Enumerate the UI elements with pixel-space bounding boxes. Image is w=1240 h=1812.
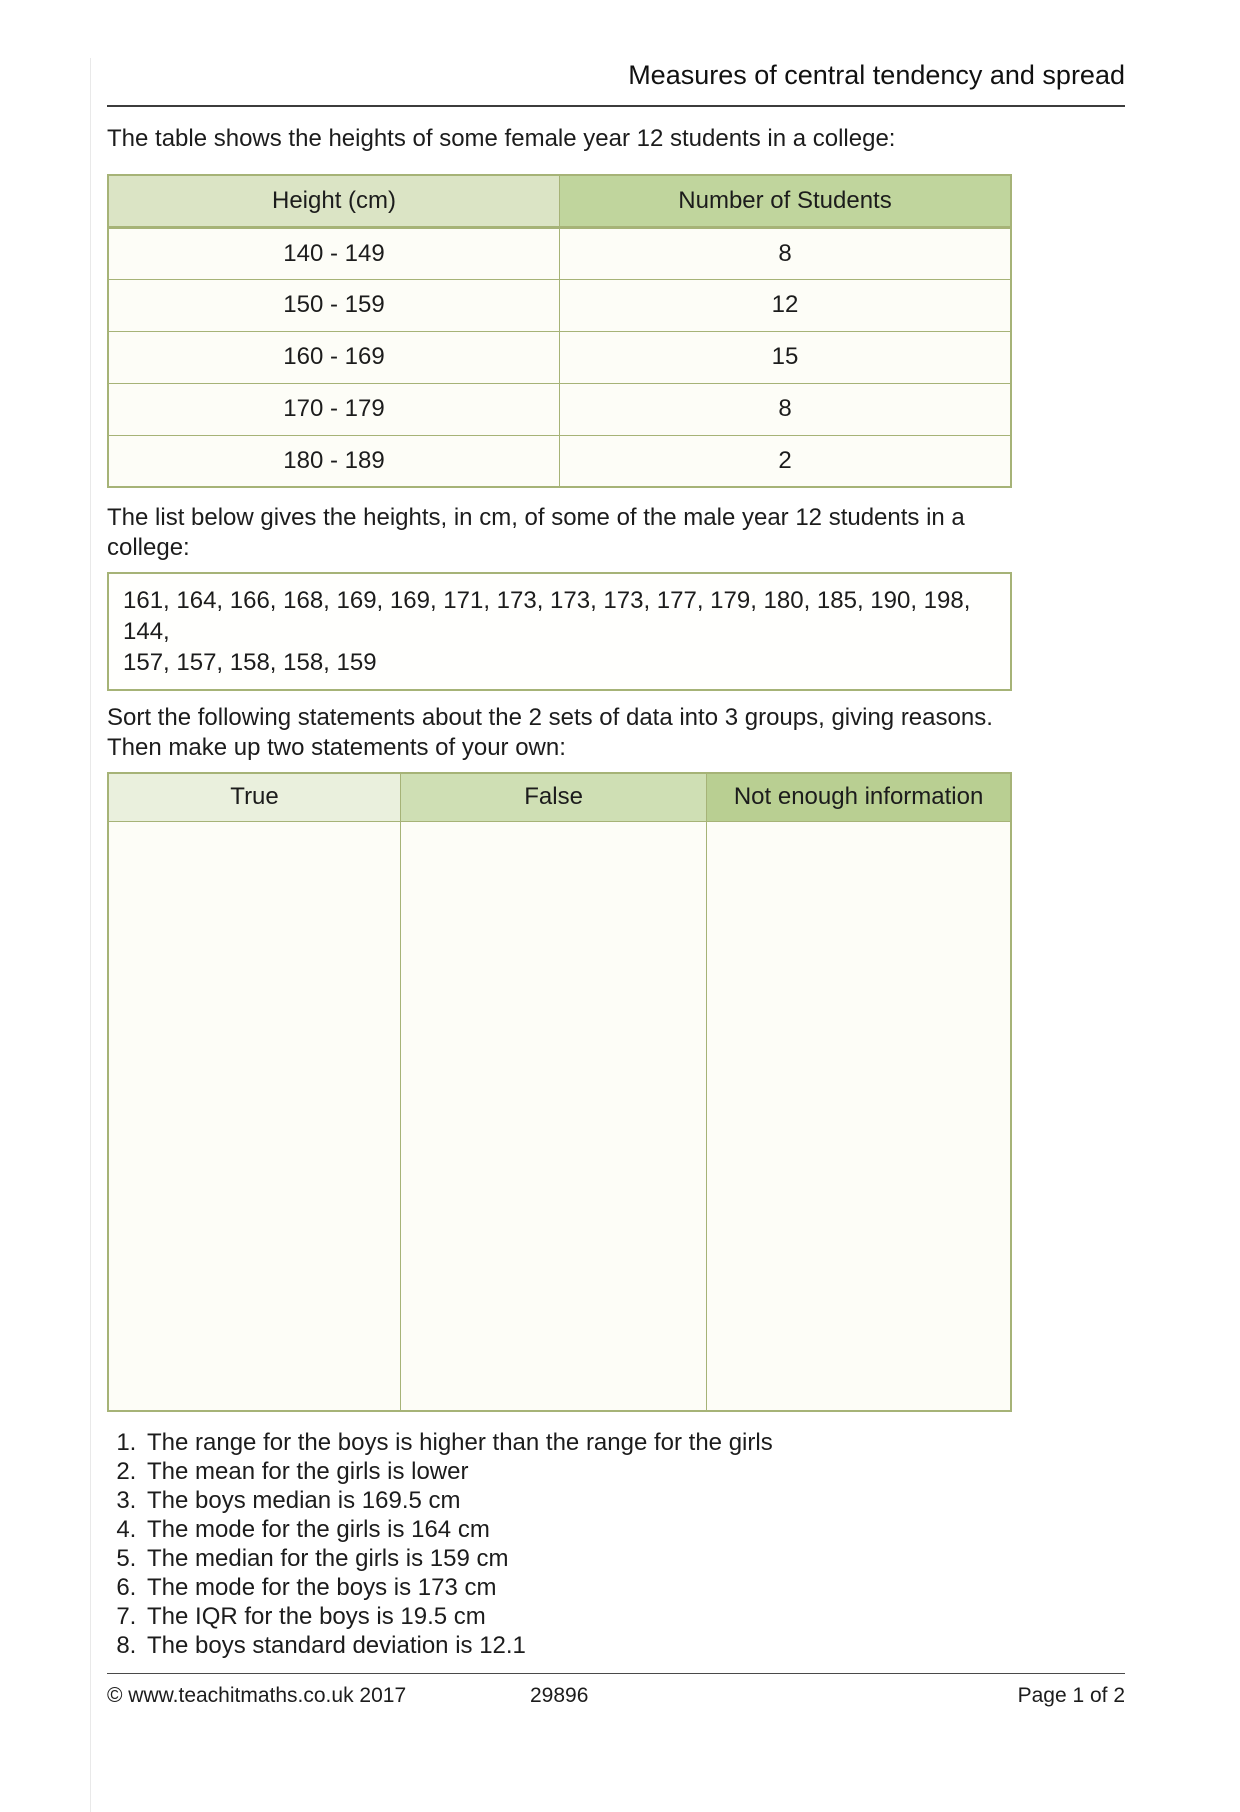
statement-item: 5. The median for the girls is 159 cm	[143, 1544, 1125, 1573]
column-header-false: False	[401, 773, 707, 821]
page-header	[107, 58, 1125, 107]
male-heights-line-2: 157, 157, 158, 158, 159	[123, 649, 377, 676]
not-enough-information-answer-cell	[707, 821, 1011, 1411]
statement-item: 6. The mode for the boys is 173 cm	[143, 1573, 1125, 1602]
statement-item: 2. The mean for the girls is lower	[143, 1457, 1125, 1486]
table-row	[108, 331, 1011, 383]
intro-text: The table shows the heights of some female year 12 students in a college:	[107, 125, 896, 152]
sort-header-row	[108, 773, 1011, 821]
statements-list	[107, 1428, 1125, 1660]
page-title: Measures of central tendency and spread	[628, 60, 1125, 90]
student-count-cell: 2	[560, 435, 1012, 487]
task-line-1: Sort the following statements about the 2 sets of data into 3 groups, giving reasons.	[107, 704, 993, 731]
table-header-row	[108, 175, 1011, 227]
table-row	[108, 383, 1011, 435]
statement-item: 3. The boys median is 169.5 cm	[143, 1486, 1125, 1515]
footer-document-id: 29896	[530, 1684, 589, 1707]
sort-body-row	[108, 821, 1011, 1411]
true-answer-cell	[108, 821, 401, 1411]
page-footer	[107, 1673, 1125, 1709]
task-line-2: Then make up two statements of your own:	[107, 734, 566, 761]
false-answer-cell	[401, 821, 707, 1411]
column-header-not-enough-information: Not enough information	[707, 773, 1011, 821]
height-range-cell: 140 - 149	[108, 227, 560, 279]
male-heights-list-box	[107, 572, 1012, 691]
student-count-cell: 12	[560, 279, 1012, 331]
statement-item: 7. The IQR for the boys is 19.5 cm	[143, 1602, 1125, 1631]
table-row	[108, 279, 1011, 331]
column-header-students: Number of Students	[560, 175, 1012, 227]
table-row	[108, 227, 1011, 279]
male-heights-line-1: 161, 164, 166, 168, 169, 169, 171, 173, 173, 173, 177, 179, 180, 185, 190, 198, 144,	[123, 587, 971, 645]
height-range-cell: 160 - 169	[108, 331, 560, 383]
height-range-cell: 170 - 179	[108, 383, 560, 435]
student-count-cell: 15	[560, 331, 1012, 383]
statement-item: 1. The range for the boys is higher than the range for the girls	[143, 1428, 1125, 1457]
male-list-intro: The list below gives the heights, in cm, of some of the male year 12 students in a college:	[107, 504, 965, 561]
student-count-cell: 8	[560, 227, 1012, 279]
statement-item: 8. The boys standard deviation is 12.1	[143, 1631, 1125, 1660]
footer-page-number: Page 1 of 2	[1017, 1684, 1125, 1707]
footer-copyright: © www.teachitmaths.co.uk 2017	[107, 1684, 407, 1707]
statement-item: 4. The mode for the girls is 164 cm	[143, 1515, 1125, 1544]
column-header-height: Height (cm)	[108, 175, 560, 227]
height-range-cell: 180 - 189	[108, 435, 560, 487]
height-range-cell: 150 - 159	[108, 279, 560, 331]
female-heights-table	[107, 174, 1012, 488]
worksheet-page	[0, 58, 1240, 1812]
sort-statements-table	[107, 772, 1012, 1412]
task-instructions	[107, 703, 1125, 763]
column-header-true: True	[108, 773, 401, 821]
table-row	[108, 435, 1011, 487]
student-count-cell: 8	[560, 383, 1012, 435]
